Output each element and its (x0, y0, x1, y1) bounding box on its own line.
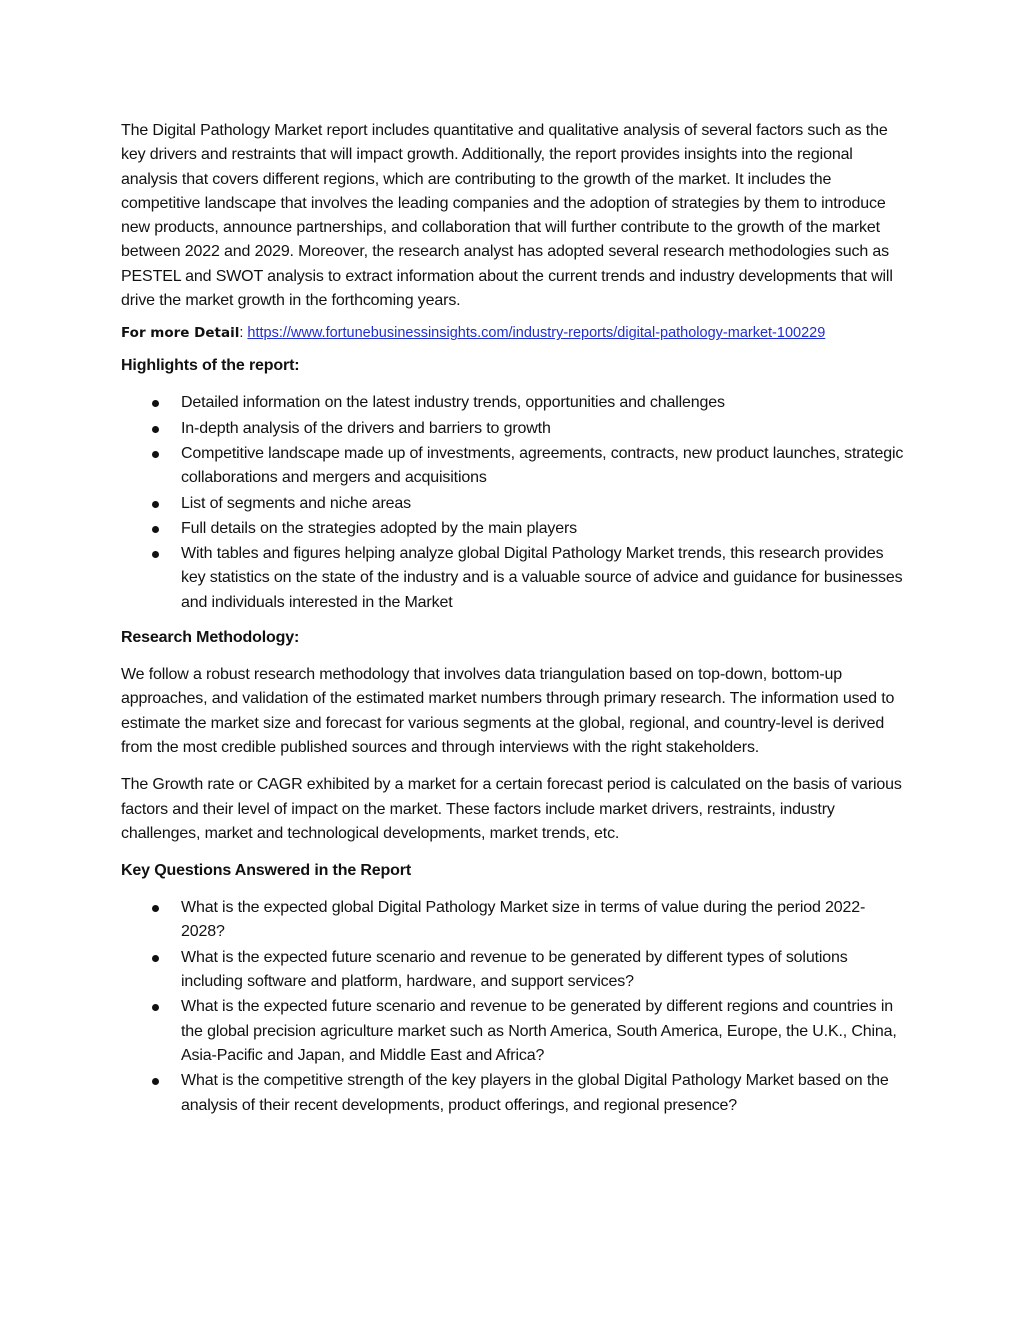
cagr-paragraph: The Growth rate or CAGR exhibited by a market for a certain forecast period is calculated on the basis of various factors and their level of impact on the market. These factors include market drivers, restraints, industry challenges, market and technological developments, market trends, etc. (121, 776, 902, 842)
list-item (121, 391, 907, 415)
list-item-text: What is the competitive strength of the key players in the global Digital Pathology Market based on the analysis of their recent developments, product offerings, and regional presence? (181, 1072, 889, 1114)
more-detail-separator: : (239, 325, 248, 342)
report-link[interactable]: https://www.fortunebusinessinsights.com/industry-reports/digital-pathology-market-100229 (247, 325, 826, 342)
highlights-heading: Highlights of the report: (121, 357, 300, 375)
list-item-text: In-depth analysis of the drivers and barriers to growth (181, 419, 551, 437)
bullet-icon (152, 955, 159, 962)
more-detail-label: For more Detail (121, 325, 240, 342)
list-item-text: What is the expected global Digital Pathology Market size in terms of value during the period 2022-2028? (181, 899, 866, 941)
bullet-icon (152, 551, 159, 558)
bullet-icon (152, 1078, 159, 1085)
methodology-heading: Research Methodology: (121, 629, 300, 647)
list-item-text: What is the expected future scenario and revenue to be generated by different types of solutions including software and platform, hardware, and support services? (181, 948, 848, 991)
list-item (121, 442, 907, 491)
bullet-icon (152, 400, 159, 407)
list-item-text: Full details on the strategies adopted by the main players (181, 519, 577, 537)
more-detail-line (121, 322, 907, 344)
bullet-icon (152, 426, 159, 433)
list-item (121, 1069, 907, 1118)
intro-paragraph: The Digital Pathology Market report includes quantitative and qualitative analysis of several factors such as the key drivers and restraints that will impact growth. Additionally, the report provides insights into the regional analysis that covers different regions, which are contributing to the growth of the market. It includes the competitive landscape that involves the leading companies and the adoption of strategies by them to introduce new products, announce partnerships, and collaboration that will further contribute to the growth of the market between 2022 and 2029. Moreover, the research analyst has adopted several research methodologies such as PESTEL and SWOT analysis to extract information about the current trends and industry developments that will drive the market growth in the forthcoming years. (121, 122, 893, 310)
bullet-icon (152, 526, 159, 533)
list-item (121, 896, 907, 945)
methodology-paragraph: We follow a robust research methodology that involves data triangulation based on top-down, bottom-up approaches, and validation of the estimated market numbers through primary research. The information used to estimate the market size and forecast for various segments at the global, regional, and country-level is derived from the most credible published sources and through interviews with the right stakeholders. (121, 666, 895, 756)
bullet-icon (152, 905, 159, 912)
list-item-text: Competitive landscape made up of investments, agreements, contracts, new product launches, strategic collaborations and mergers and acquisitions (181, 444, 904, 487)
list-item (121, 417, 907, 441)
list-item (121, 995, 907, 1068)
list-item-text: Detailed information on the latest industry trends, opportunities and challenges (181, 394, 725, 412)
list-item (121, 492, 907, 516)
questions-heading: Key Questions Answered in the Report (121, 862, 412, 880)
list-item (121, 517, 907, 541)
list-item (121, 542, 907, 615)
highlights-list (121, 391, 907, 615)
list-item-text: List of segments and niche areas (181, 494, 412, 512)
list-item-text: What is the expected future scenario and revenue to be generated by different regions and countries in the global precision agriculture market such as North America, South America, Europe, the U.K., China, Asia-Pacific and Japan, and Middle East and Africa? (181, 998, 897, 1064)
list-item (121, 946, 907, 995)
bullet-icon (152, 1004, 159, 1011)
list-item-text: With tables and figures helping analyze global Digital Pathology Market trends, this research provides key statistics on the state of the industry and is a valuable source of advice and guidance for businesses and individuals interested in the Market (181, 545, 903, 611)
bullet-icon (152, 451, 159, 458)
questions-list (121, 896, 907, 1118)
document-page (121, 119, 907, 1129)
bullet-icon (152, 501, 159, 508)
